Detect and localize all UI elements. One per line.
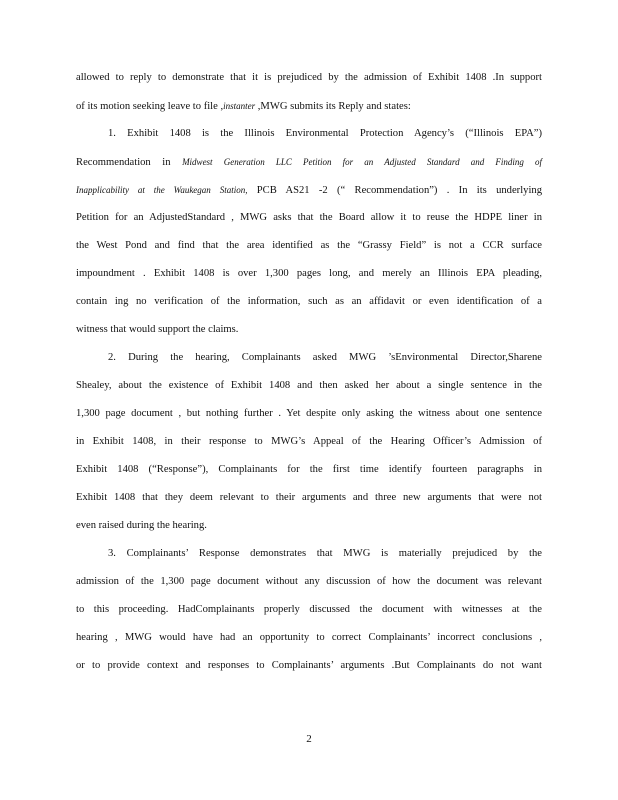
text-line [76, 519, 542, 533]
italic-text: Inapplicability at the Waukegan Station, [76, 185, 248, 195]
italic-text: instanter [223, 101, 256, 111]
text-line [76, 659, 542, 673]
italic-text: Midwest Generation LLC Petition for an Adjusted Standard and Finding of [182, 157, 542, 167]
text-segment: 2. During the hearing, Complainants asked MWG ’sEnvironmental Director,Sharene [108, 352, 542, 363]
text-segment: even raised during the hearing. [76, 520, 207, 531]
text-line [76, 603, 542, 617]
text-segment: witness that would support the claims. [76, 324, 239, 335]
text-segment: Recommendation in [76, 157, 183, 168]
text-segment: of its motion seeking leave to file , [76, 101, 224, 112]
text-line [108, 547, 542, 561]
text-segment: the West Pond and find that the area identified as the “Grassy Field” is not a CCR surface [76, 240, 542, 251]
text-segment: allowed to reply to demonstrate that it is prejudiced by the admission of Exhibit 1408 .In support [76, 72, 542, 83]
page-number: 2 [306, 733, 312, 745]
text-segment: 1,300 page document , but nothing further . Yet despite only asking the witness about one sentence [76, 408, 542, 419]
text-line [76, 99, 542, 114]
text-line [76, 463, 542, 477]
text-segment: Shealey, about the existence of Exhibit 1408 and then asked her about a single sentence in the [76, 380, 542, 391]
text-line [76, 379, 542, 393]
text-line [76, 71, 542, 85]
text-segment: contain ing no verification of the information, such as an affidavit or even identification of a [76, 296, 542, 307]
text-line [76, 211, 542, 225]
text-line [76, 239, 542, 253]
text-line [76, 407, 542, 421]
text-segment: 1. Exhibit 1408 is the Illinois Environmental Protection Agency’s (“Illinois EPA”) [108, 128, 542, 139]
text-line [76, 575, 542, 589]
text-segment: Exhibit 1408 (“Response”), Complainants for the first time identify fourteen paragraphs in [76, 464, 542, 475]
text-segment: admission of the 1,300 page document without any discussion of how the document was relevant [76, 576, 542, 587]
text-line [76, 323, 542, 337]
text-segment: ,MWG submits its Reply and states: [255, 101, 411, 112]
text-line [76, 631, 542, 645]
text-segment: in Exhibit 1408, in their response to MWG’s Appeal of the Hearing Officer’s Admission of [76, 436, 542, 447]
text-line [76, 155, 542, 170]
text-segment: PCB AS21 -2 (“ Recommendation”) . In its underlying [247, 185, 542, 196]
text-segment: 3. Complainants’ Response demonstrates that MWG is materially prejudiced by the [108, 548, 542, 559]
text-line [76, 435, 542, 449]
text-line [76, 295, 542, 309]
text-line [76, 267, 542, 281]
text-line [108, 351, 542, 365]
text-segment: to this proceeding. HadComplainants properly discussed the document with witnesses at the [76, 604, 542, 615]
text-line [108, 127, 542, 141]
text-line [76, 491, 542, 505]
text-segment: Exhibit 1408 that they deem relevant to their arguments and three new arguments that were not [76, 492, 542, 503]
text-segment: Petition for an AdjustedStandard , MWG asks that the Board allow it to reuse the HDPE liner in [76, 212, 542, 223]
text-segment: hearing , MWG would have had an opportunity to correct Complainants’ incorrect conclusions , [76, 632, 542, 643]
text-line [76, 183, 542, 198]
text-segment: impoundment . Exhibit 1408 is over 1,300 pages long, and merely an Illinois EPA pleading, [76, 268, 542, 279]
text-segment: or to provide context and responses to Complainants’ arguments .But Complainants do not want [76, 660, 542, 671]
